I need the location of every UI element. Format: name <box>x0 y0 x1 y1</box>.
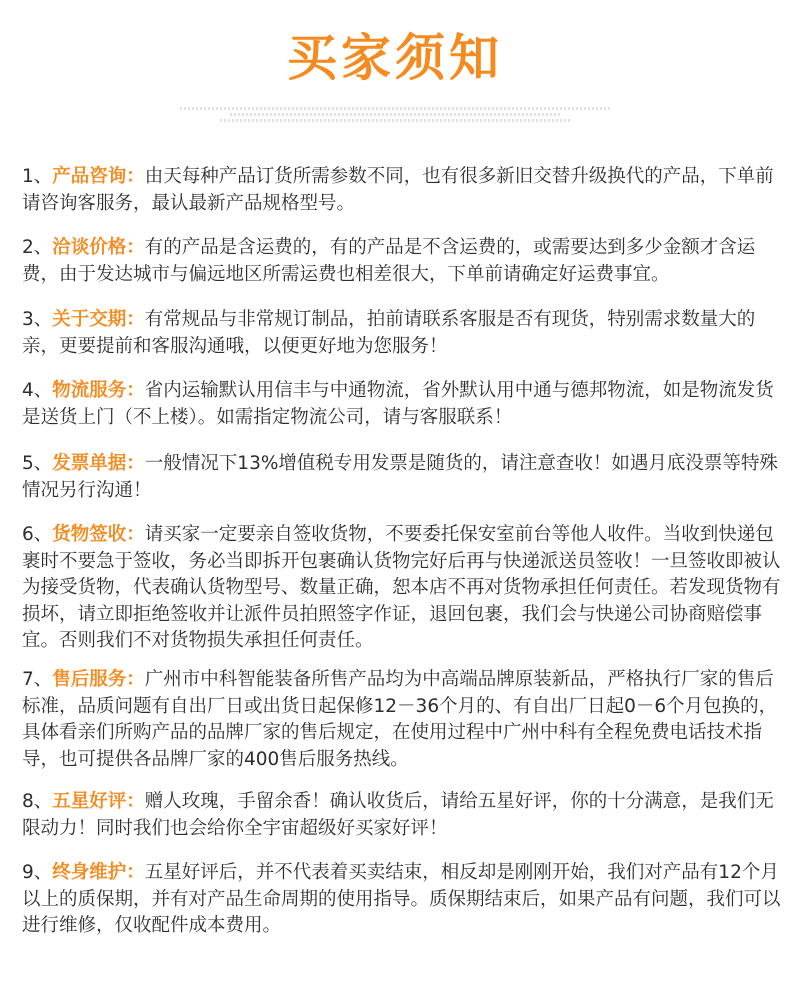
section-label: 发票单据： <box>52 453 145 474</box>
section-text: 省内运输默认用信丰与中通物流，省外默认用中通与德邦物流，如是物流发货是送货上门（不上楼）。如需指定物流公司，请与客服联系！ <box>22 380 774 428</box>
section-number: 4、 <box>22 380 53 401</box>
section-number: 7、 <box>22 669 53 690</box>
section-number: 8、 <box>22 791 53 812</box>
section-text: 有的产品是含运费的，有的产品是不含运费的，或需要达到多少金额才含运费，由于发达城市与偏远地区所需运费也相差很大，下单前请确定好运费事宜。 <box>22 237 756 285</box>
section-number: 5、 <box>22 453 53 474</box>
section-text: 一般情况下13%增值税专用发票是随货的，请注意查收！如遇月底没票等特殊情况另行沟通！ <box>22 453 778 501</box>
notice-section-product-inquiry <box>22 164 782 217</box>
notice-section-five-star-review <box>22 789 782 842</box>
section-label: 五星好评： <box>52 791 145 812</box>
section-number: 6、 <box>22 524 53 545</box>
page-title: 买家须知 <box>287 29 503 87</box>
notice-section-price-negotiation <box>22 235 782 288</box>
section-label: 产品咨询： <box>52 166 145 187</box>
section-number: 3、 <box>22 309 53 330</box>
notice-section-invoice <box>22 451 782 504</box>
notice-section-after-sales <box>22 667 782 773</box>
section-text: 有常规品与非常规订制品，拍前请联系客服是否有现货，特别需求数量大的亲，更要提前和客服沟通哦，以便更好地为您服务！ <box>22 309 756 357</box>
fine-print-line <box>180 107 610 110</box>
notice-section-lifetime-maintenance <box>22 860 782 940</box>
notice-section-goods-receipt <box>22 522 782 655</box>
notice-section-logistics <box>22 378 782 431</box>
section-text: 请买家一定要亲自签收货物，不要委托保安室前台等他人收件。当收到快递包裹时不要急于签收，务必当即拆开包裹确认货物完好后再与快递派送员签收！一旦签收即被认为接受货物，代表确认货物型号、数量正确，恕本店不再对货物承担任何责任。若发现货物有损坏，请立即拒绝签收并让派件员拍照签字作证，退回包裹，我们会与快递公司协商赔偿事宜。否则我们不对货物损失承担任何责任。 <box>22 524 781 651</box>
fine-print-line <box>230 113 560 116</box>
section-text: 五星好评后，并不代表着买卖结束，相反却是刚刚开始，我们对产品有12个月以上的质保期，并有对产品生命周期的使用指导。质保期结束后，如果产品有问题，我们可以进行维修，仅收配件成本费用。 <box>22 862 781 936</box>
section-label: 物流服务： <box>52 380 145 401</box>
section-label: 售后服务： <box>52 669 145 690</box>
section-text: 赠人玫瑰，手留余香！确认收货后，请给五星好评，你的十分满意，是我们无限动力！同时我们也会给你全宇宙超级好买家好评！ <box>22 791 774 839</box>
decorative-fine-print <box>0 107 790 122</box>
notice-section-delivery-time <box>22 307 782 360</box>
fine-print-line <box>220 119 570 122</box>
section-label: 关于交期： <box>52 309 145 330</box>
section-text: 由天每种产品订货所需参数不同，也有很多新旧交替升级换代的产品，下单前请咨询客服务，最认最新产品规格型号。 <box>22 166 774 214</box>
section-label: 货物签收： <box>52 524 145 545</box>
section-label: 终身维护： <box>52 862 145 883</box>
section-number: 9、 <box>22 862 53 883</box>
section-number: 1、 <box>22 166 53 187</box>
section-text: 广州市中科智能装备所售产品均为中高端品牌原装新品，严格执行厂家的售后标准，品质问题有自出厂日或出货日起保修12－36个月的、有自出厂日起0－6个月包换的，具体看亲们所购产品的品牌厂家的售后规定，在使用过程中广州中科有全程免费电话技术指导，也可提供各品牌厂家的400售后服务热线。 <box>22 669 778 770</box>
section-number: 2、 <box>22 237 53 258</box>
section-label: 洽谈价格： <box>52 237 145 258</box>
